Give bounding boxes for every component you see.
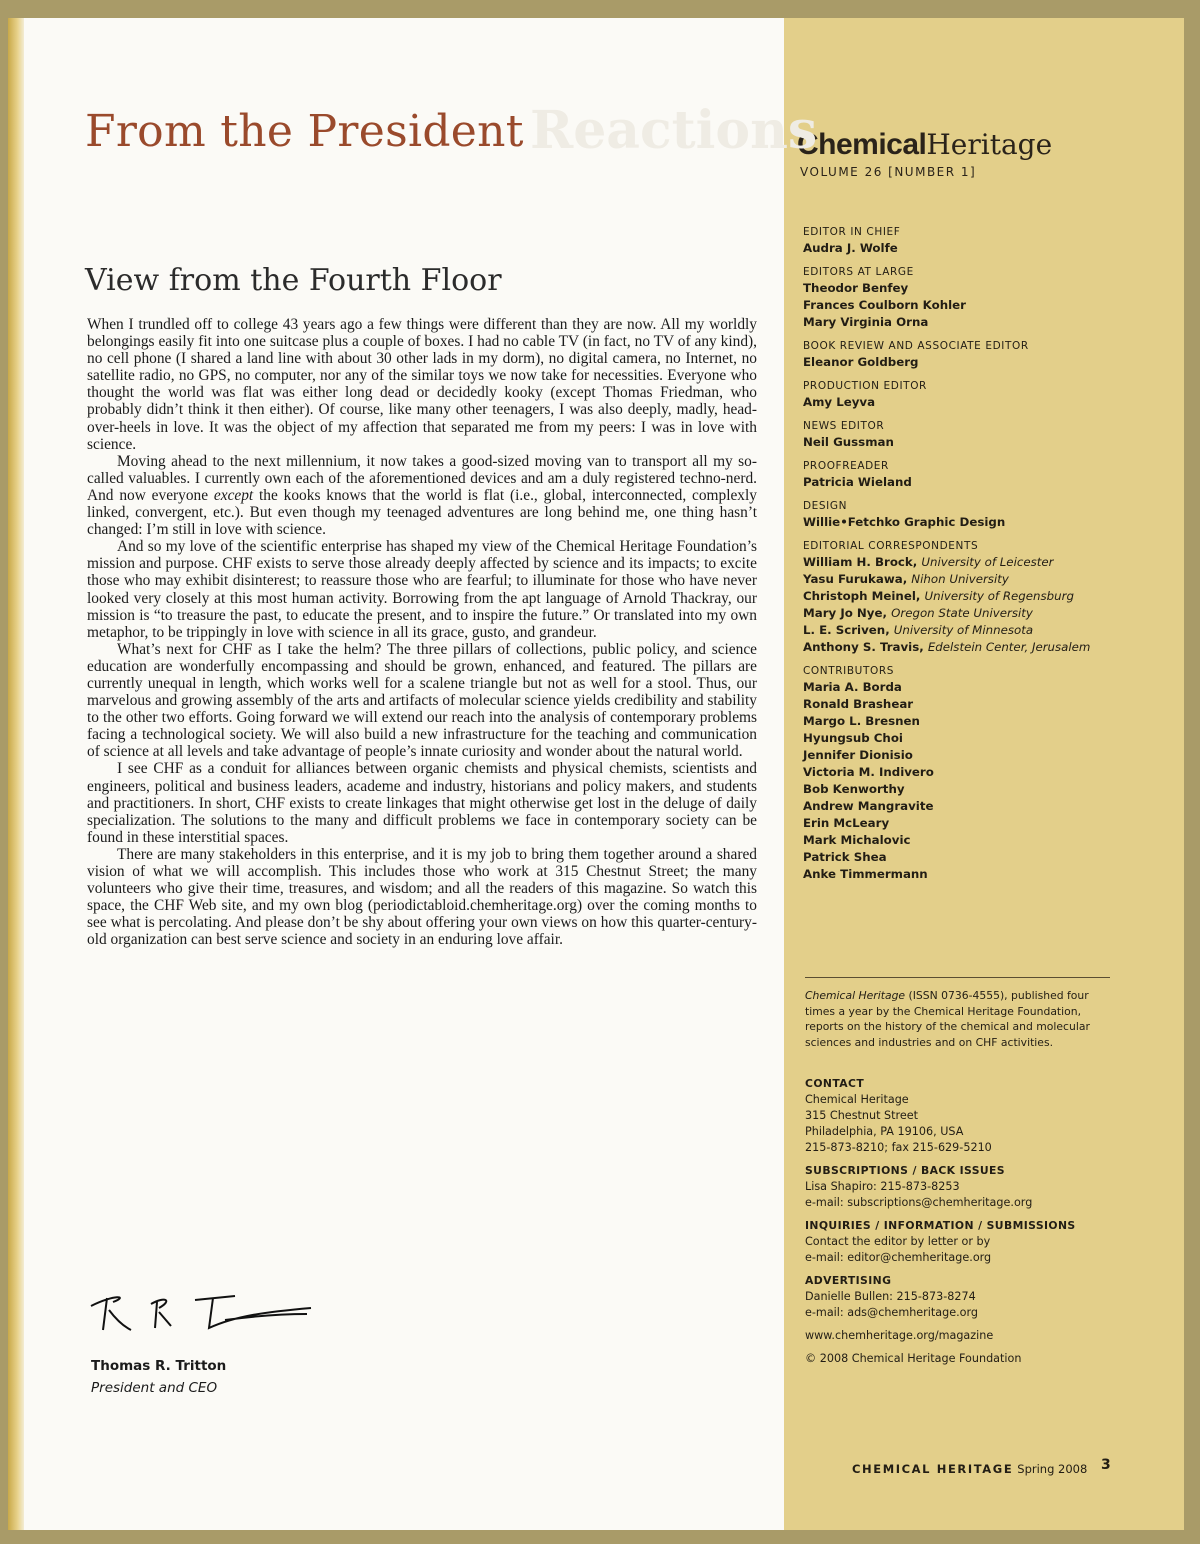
article-body	[87, 316, 757, 948]
article-paragraph: I see CHF as a conduit for alliances between organic chemists and physical chemists, scientists and engineers, political and business leaders, academe and industry, historians and policy makers, and students and practitioners. In short, CHF exists to create linkages that might otherwise get lost in the deluge of daily specialization. The solutions to the many and difficult problems we face in contemporary society can be found in these interstitial spaces.	[87, 760, 757, 846]
logo-light-text: Heritage	[926, 128, 1053, 161]
contact-line: 215-873-8210; fax 215-629-5210	[805, 1141, 992, 1154]
credit-affiliation: Oregon State University	[891, 606, 1033, 620]
contact-line: 315 Chestnut Street	[805, 1109, 919, 1122]
contact-group	[805, 1351, 1115, 1367]
credit-person-name: Christoph Meinel,	[803, 589, 921, 603]
credit-person	[803, 832, 1123, 849]
credit-person	[803, 798, 1123, 815]
credit-person	[803, 781, 1123, 798]
credit-group	[803, 225, 1123, 257]
contact-line: e-mail: ads@chemheritage.org	[805, 1306, 979, 1319]
credit-person	[803, 622, 1123, 639]
page-footer	[852, 1460, 1087, 1478]
credit-person-name: Victoria M. Indivero	[803, 765, 934, 779]
contact-line: Philadelphia, PA 19106, USA	[805, 1125, 964, 1138]
contact-line: Contact the editor by letter or by	[805, 1235, 991, 1248]
credit-person-name: Amy Leyva	[803, 395, 876, 409]
credit-person-name: Audra J. Wolfe	[803, 241, 898, 255]
contact-group	[805, 1163, 1115, 1211]
contact-line: e-mail: subscriptions@chemheritage.org	[805, 1196, 1033, 1209]
credit-role-label: EDITOR IN CHIEF	[803, 226, 901, 238]
credit-person	[803, 314, 1123, 331]
credit-group	[803, 379, 1123, 411]
contact-group	[805, 1328, 1115, 1344]
credit-group	[803, 265, 1123, 331]
credit-person	[803, 554, 1123, 571]
emphasis-text: except	[213, 486, 254, 504]
credit-person-name: Maria A. Borda	[803, 680, 902, 694]
credit-person	[803, 679, 1123, 696]
credit-person-name: Patrick Shea	[803, 850, 887, 864]
credit-affiliation: Edelstein Center, Jerusalem	[927, 640, 1091, 654]
credit-person	[803, 240, 1123, 257]
contact-line: Danielle Bullen: 215-873-8274	[805, 1290, 976, 1303]
publication-title: Chemical Heritage	[805, 989, 906, 1002]
credit-person-name: Bob Kenworthy	[803, 782, 905, 796]
credit-person-name: Mark Michalovic	[803, 833, 911, 847]
article-title: View from the Fourth Floor	[85, 263, 502, 298]
credit-person-name: Mary Jo Nye,	[803, 606, 887, 620]
signature-title: President and CEO	[91, 1380, 218, 1396]
credit-person	[803, 639, 1123, 656]
credit-person-name: L. E. Scriven,	[803, 623, 890, 637]
article-paragraph: When I trundled off to college 43 years ago a few things were different than they are now. All my worldly belongings easily fit into one suitcase plus a couple of boxes. I had no cable TV (in fact, no TV of any kind), no cell phone (I shared a land line with about 30 other lads in my dorm), no digital camera, no Internet, no satellite radio, no GPS, no computer, nor any of the similar toys we now take for necessities. Everyone who thought the world was flat was either long dead or decidedly kooky (except Thomas Friedman, who probably didn’t think it then either). Of course, like many other teenagers, I was also deeply, madly, head-over-heels in love. It was the object of my affection that separated me from my peers: I was in love with science.	[87, 316, 757, 453]
credit-person-name: Eleanor Goldberg	[803, 355, 919, 369]
credit-person	[803, 571, 1123, 588]
credit-person-name: William H. Brock,	[803, 555, 918, 569]
credit-group	[803, 459, 1123, 491]
contact-line: www.chemheritage.org/magazine	[805, 1329, 994, 1342]
credit-affiliation: University of Minnesota	[893, 623, 1034, 637]
credit-person-name: Ronald Brashear	[803, 697, 914, 711]
credit-person-name: Neil Gussman	[803, 435, 894, 449]
credit-person-name: Theodor Benfey	[803, 281, 909, 295]
signature-name: Thomas R. Tritton	[91, 1358, 227, 1374]
credit-person-name: Willie•Fetchko Graphic Design	[803, 515, 1006, 529]
magazine-logo	[797, 128, 1052, 162]
article-paragraph: There are many stakeholders in this enterprise, and it is my job to bring them together around a shared vision of what we will accomplish. This includes those who work at 315 Chestnut Street; the many volunteers who give their time, treasures, and wisdom; and all the readers of this magazine. So watch this space, the CHF Web site, and my own blog (periodictabloid.chemheritage.org) over the coming months to see what is percolating. And please don’t be shy about offering your own views on how this quarter-century-old organization can best serve science and society in an enduring love affair.	[87, 845, 757, 949]
credit-person-name: Jennifer Dionisio	[803, 748, 913, 762]
contact-line: Lisa Shapiro: 215-873-8253	[805, 1180, 960, 1193]
credit-person	[803, 815, 1123, 832]
background-title: Reactions	[530, 100, 818, 161]
publication-description: (ISSN 0736-4555), published four times a year by the Chemical Heritage Foundation, reports on the history of the chemical and molecular sciences and industries and on CHF activities.	[805, 989, 1090, 1049]
staff-credits	[803, 225, 1123, 891]
credit-role-label: BOOK REVIEW AND ASSOCIATE EDITOR	[803, 340, 1029, 352]
logo-bold-text: Chemical	[797, 128, 927, 161]
volume-number: VOLUME 26 [NUMBER 1]	[800, 165, 977, 179]
credit-person	[803, 605, 1123, 622]
credit-group	[803, 539, 1123, 656]
divider-rule	[805, 977, 1110, 978]
page-binding-edge	[8, 18, 24, 1530]
credit-person	[803, 354, 1123, 371]
page-number: 3	[1101, 1457, 1111, 1473]
credit-role-label: PROOFREADER	[803, 460, 889, 472]
credit-person-name: Patricia Wieland	[803, 475, 912, 489]
footer-issue: Spring 2008	[1017, 1462, 1088, 1476]
article-paragraph: What’s next for CHF as I take the helm? The three pillars of collections, public policy, and science education are wonderfully encompassing and should be grown, enhanced, and featured. The pillars are currently unequal in length, which works well for a scalene triangle but not as well for a stool. Thus, our marvelous and growing assembly of the arts and artifacts of molecular science yields credibility and stability to the other two efforts. Going forward we will extend our reach into the analysis of contemporary problems facing a technological society. We will also build a new infrastructure for the teaching and communication of science at all levels and take advantage of people’s innate curiosity and wonder about the natural world.	[87, 640, 757, 761]
credit-person	[803, 434, 1123, 451]
credit-person-name: Anthony S. Travis,	[803, 640, 924, 654]
credit-group	[803, 419, 1123, 451]
publication-info	[805, 988, 1110, 1050]
credit-person-name: Margo L. Bresnen	[803, 714, 920, 728]
contact-group	[805, 1273, 1115, 1321]
credit-person	[803, 514, 1123, 531]
contact-group	[805, 1218, 1115, 1266]
section-title: From the President	[85, 106, 524, 157]
contact-heading: SUBSCRIPTIONS / BACK ISSUES	[805, 1164, 1005, 1177]
credit-group	[803, 339, 1123, 371]
credit-role-label: CONTRIBUTORS	[803, 665, 894, 677]
credit-person	[803, 866, 1123, 883]
credit-affiliation: University of Regensburg	[924, 589, 1074, 603]
contact-heading: INQUIRIES / INFORMATION / SUBMISSIONS	[805, 1219, 1076, 1232]
credit-person	[803, 764, 1123, 781]
credit-person-name: Yasu Furukawa,	[803, 572, 908, 586]
credit-affiliation: Nihon University	[911, 572, 1009, 586]
contact-info	[805, 1076, 1115, 1374]
footer-magazine-name: CHEMICAL HERITAGE	[852, 1462, 1014, 1476]
credit-person-name: Erin McLeary	[803, 816, 890, 830]
contact-group	[805, 1076, 1115, 1156]
credit-person-name: Andrew Mangravite	[803, 799, 934, 813]
credit-person-name: Hyungsub Choi	[803, 731, 903, 745]
article-paragraph: Moving ahead to the next millennium, it now takes a good-sized moving van to transport all my so-called valuables. I currently own each of the aforementioned devices and am a duly registered techno-nerd. And now everyone except the kooks knows that the world is flat (i.e., global, interconnected, complexly linked, convergent, etc.). But even though my teenaged adventures are long behind me, one thing hasn’t changed: I’m still in love with science.	[87, 452, 757, 539]
signature-image	[85, 1276, 315, 1336]
credit-group	[803, 664, 1123, 883]
credit-group	[803, 499, 1123, 531]
contact-line: e-mail: editor@chemheritage.org	[805, 1251, 992, 1264]
article-paragraph: And so my love of the scientific enterprise has shaped my view of the Chemical Heritage Foundation’s mission and purpose. CHF exists to serve those already deeply affected by science and its impacts; to excite those who may exhibit disinterest; to reassure those who are fearful; to illuminate for those who have never looked very closely at this most human activity. Borrowing from the apt language of Arnold Thackray, our mission is “to treasure the past, to educate the present, and to inspire the future.” Or translated into my own metaphor, to be trippingly in love with science in all its grace, gusto, and grandeur.	[87, 538, 757, 641]
credit-person	[803, 394, 1123, 411]
credit-person	[803, 588, 1123, 605]
credit-person-name: Anke Timmermann	[803, 867, 928, 881]
credit-person	[803, 696, 1123, 713]
credit-person	[803, 747, 1123, 764]
credit-person	[803, 849, 1123, 866]
credit-person-name: Frances Coulborn Kohler	[803, 298, 966, 312]
contact-line: Chemical Heritage	[805, 1093, 909, 1106]
credit-person	[803, 713, 1123, 730]
credit-role-label: EDITORIAL CORRESPONDENTS	[803, 540, 979, 552]
credit-role-label: PRODUCTION EDITOR	[803, 380, 927, 392]
contact-line: © 2008 Chemical Heritage Foundation	[805, 1352, 1022, 1365]
credit-person	[803, 297, 1123, 314]
credit-affiliation: University of Leicester	[921, 555, 1054, 569]
credit-role-label: DESIGN	[803, 500, 848, 512]
credit-role-label: NEWS EDITOR	[803, 420, 885, 432]
contact-heading: ADVERTISING	[805, 1274, 892, 1287]
credit-person	[803, 730, 1123, 747]
credit-person-name: Mary Virginia Orna	[803, 315, 929, 329]
contact-heading: CONTACT	[805, 1077, 865, 1090]
credit-person	[803, 474, 1123, 491]
credit-person	[803, 280, 1123, 297]
credit-role-label: EDITORS AT LARGE	[803, 266, 914, 278]
